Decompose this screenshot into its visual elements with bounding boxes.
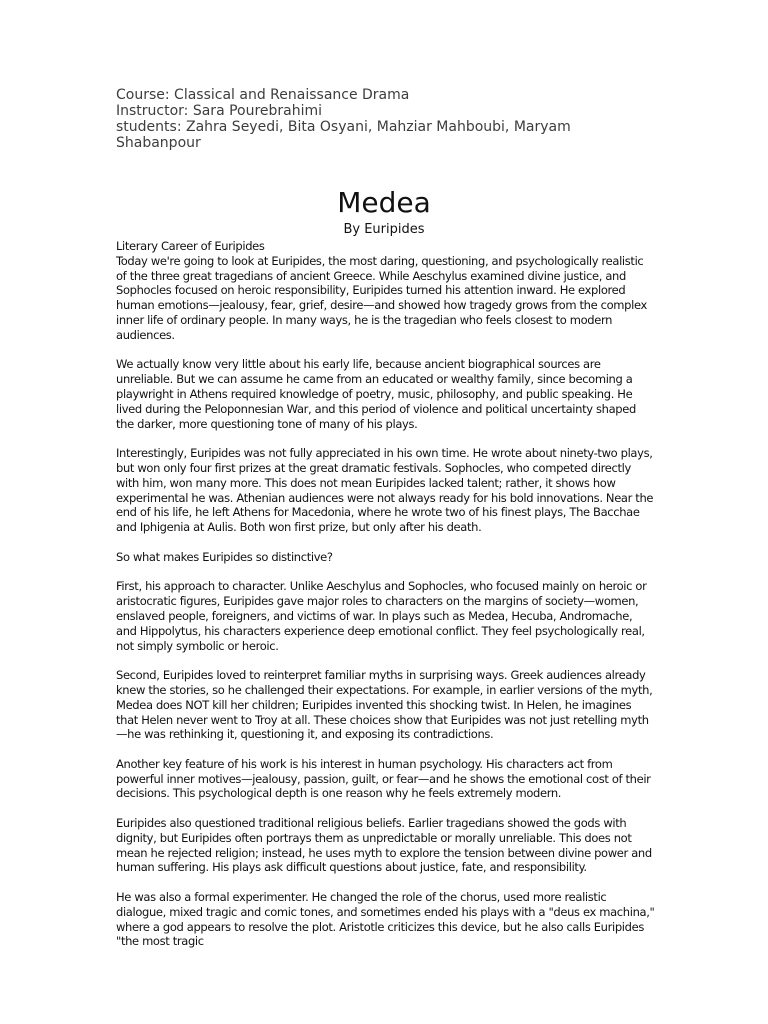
course-line: Course: Classical and Renaissance Drama	[116, 87, 410, 103]
paragraph: Second, Euripides loved to reinterpret familiar myths in surprising ways. Greek audiences already knew the stories, so he challenged their expectations. For example, in earlier versions of the myth, Medea does NOT kill her children; Euripides invented this shocking twist. In Helen, he imagines that Helen never went to Troy at all. These choices show that Euripides was not just retelling myth—he was rethinking it, questioning it, and exposing its contradictions.	[116, 668, 653, 742]
paragraph: Interestingly, Euripides was not fully appreciated in his own time. He wrote about ninety-two plays, but won only four first prizes at the great dramatic festivals. Sophocles, who competed directly with him, won many more. This does not mean Euripides lacked talent; rather, it shows how experimental he was. Athenian audiences were not always ready for his bold innovations. Near the end of his life, he left Athens for Macedonia, where he wrote two of his finest plays, The Bacchae and Iphigenia at Aulis. Both won first prize, but only after his death.	[116, 446, 654, 535]
paragraph: So what makes Euripides so distinctive?	[116, 549, 333, 564]
paragraph: Today we're going to look at Euripides, the most daring, questioning, and psychologically realistic of the three great tragedians of ancient Greece. While Aeschylus examined divine justice, and Sophocles focused on heroic responsibility, Euripides turned his attention inward. He explored human emotions—jealousy, fear, grief, desire—and showed how tragedy grows from the complex inner life of ordinary people. In many ways, he is the tragedian who feels closest to modern audiences.	[116, 253, 647, 342]
document-title: Medea	[337, 186, 431, 219]
author-byline: By Euripides	[343, 222, 425, 237]
course-header	[116, 87, 656, 151]
paragraph: Euripides also questioned traditional religious beliefs. Earlier tragedians showed the gods with dignity, but Euripides often portrays them as unpredictable or morally unreliable. This does not mean he rejected religion; instead, he uses myth to explore the tension between divine power and human suffering. His plays ask difficult questions about justice, fate, and responsibility.	[116, 816, 652, 875]
paragraph: We actually know very little about his early life, because ancient biographical sources are unreliable. But we can assume he came from an educated or wealthy family, since becoming a playwright in Athens required knowledge of poetry, music, philosophy, and public speaking. He lived during the Peloponnesian War, and this period of violence and political uncertainty shaped the darker, more questioning tone of many of his plays.	[116, 357, 636, 431]
paragraph: Another key feature of his work is his interest in human psychology. His characters act from powerful inner motives—jealousy, passion, guilt, or fear—and he shows the emotional cost of their decisions. This psychological depth is one reason why he feels extremely modern.	[116, 756, 651, 801]
paragraph: First, his approach to character. Unlike Aeschylus and Sophocles, who focused mainly on heroic or aristocratic figures, Euripides gave major roles to characters on the margins of society—women, enslaved people, foreigners, and victims of war. In plays such as Medea, Hecuba, Andromache, and Hippolytus, his characters experience deep emotional conflict. They feel psychologically real, not simply symbolic or heroic.	[116, 579, 647, 653]
instructor-line: Instructor: Sara Pourebrahimi	[116, 103, 323, 119]
students-line: students: Zahra Seyedi, Bita Osyani, Mahziar Mahboubi, Maryam Shabanpour	[116, 119, 571, 151]
section-heading: Literary Career of Euripides	[116, 239, 265, 253]
paragraph: He was also a formal experimenter. He changed the role of the chorus, used more realistic dialogue, mixed tragic and comic tones, and sometimes ended his plays with a "deus ex machina," where a god appears to resolve the plot. Aristotle criticizes this device, but he also calls Euripides "the most tragic	[116, 890, 655, 949]
document-body	[116, 239, 656, 949]
